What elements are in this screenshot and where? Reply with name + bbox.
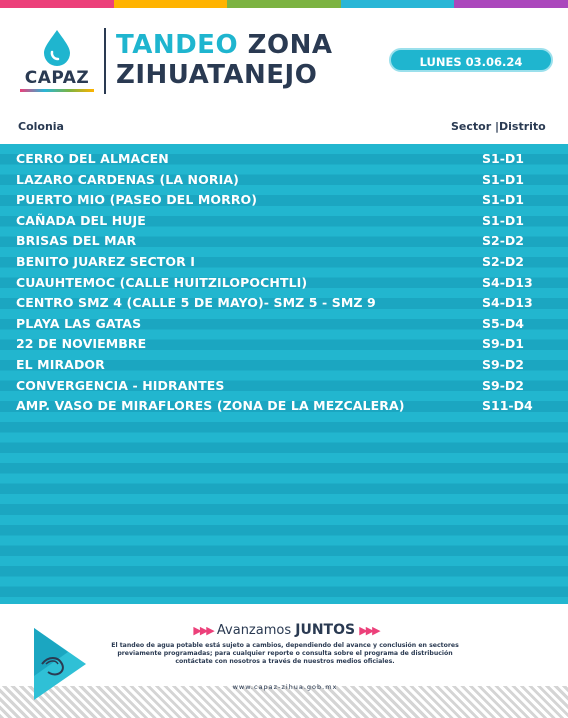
capaz-emblem-icon: [28, 618, 92, 710]
row-colonia: CENTRO SMZ 4 (CALLE 5 DE MAYO)- SMZ 5 - SMZ 9: [16, 295, 376, 311]
row-sector: S1-D1: [482, 212, 524, 228]
table-row: [0, 231, 568, 252]
title-tandeo: TANDEO: [116, 30, 239, 60]
row-sector: S2-D2: [482, 233, 524, 249]
color-bar-pink: [0, 0, 114, 8]
row-colonia: CERRO DEL ALMACEN: [16, 151, 169, 166]
row-sector: S2-D2: [482, 254, 524, 269]
row-sector: S9-D2: [482, 377, 524, 393]
row-colonia: CAÑADA DEL HUJE: [16, 212, 146, 228]
color-bar-yellow: [114, 0, 228, 8]
column-header-colonia: Colonia: [18, 120, 64, 133]
logo-color-line: [20, 89, 94, 92]
slogan-bold: JUNTOS: [295, 622, 356, 638]
row-colonia: CUAUHTEMOC (CALLE HUITZILOPOCHTLI): [16, 274, 308, 290]
row-sector: S1-D1: [482, 192, 524, 208]
row-sector: S5-D4: [482, 315, 524, 331]
title-zona: ZONA: [247, 30, 333, 60]
row-colonia: CONVERGENCIA - HIDRANTES: [16, 377, 225, 393]
row-colonia: 22 DE NOVIEMBRE: [16, 336, 147, 352]
table-row: [0, 273, 568, 294]
row-colonia: BENITO JUAREZ SECTOR I: [16, 254, 196, 269]
table-row: [0, 376, 568, 397]
row-sector: S9-D1: [482, 336, 524, 352]
water-drop-icon: [38, 28, 76, 66]
table-row: [0, 314, 568, 335]
page-title-line1: [116, 30, 332, 60]
slogan: [186, 622, 386, 638]
disclaimer-text: El tandeo de agua potable está sujeto a cambios, dependiendo del avance y conclusión en sectores previamente programadas; para cualquier reporte o consulta sobre el programa de distribución contáctate con nosotros a través de nuestros medios oficiales.: [111, 642, 459, 666]
color-bar-cyan: [341, 0, 455, 8]
table-row: [0, 293, 568, 314]
row-colonia: AMP. VASO DE MIRAFLORES (ZONA DE LA MEZCALERA): [16, 398, 405, 414]
capaz-logo: [16, 26, 98, 98]
arrows-left-icon: ▶▶▶: [193, 624, 213, 637]
row-colonia: BRISAS DEL MAR: [16, 233, 137, 249]
page-title-line2: ZIHUATANEJO: [116, 60, 318, 90]
slogan-light: Avanzamos: [216, 623, 292, 638]
row-colonia: PUERTO MIO (PASEO DEL MORRO): [16, 192, 258, 208]
table-row: [0, 170, 568, 191]
website-url[interactable]: www.capaz-zihua.gob.mx: [232, 683, 338, 691]
row-colonia: EL MIRADOR: [16, 357, 105, 372]
table-row: [0, 334, 568, 355]
table-row: [0, 190, 568, 211]
table-row: [0, 355, 568, 376]
row-sector: S1-D1: [482, 151, 524, 166]
table-row: [0, 211, 568, 232]
schedule-table: [0, 144, 568, 604]
color-bar-purple: [454, 0, 568, 8]
table-row: [0, 149, 568, 170]
date-badge: LUNES 03.06.24: [389, 48, 553, 72]
row-sector: S11-D4: [482, 398, 533, 414]
row-sector: S1-D1: [482, 171, 524, 187]
row-colonia: LAZARO CARDENAS (LA NORIA): [16, 171, 239, 187]
row-sector: S4-D13: [482, 274, 533, 290]
color-bar-green: [227, 0, 341, 8]
table-row: [0, 396, 568, 417]
row-colonia: PLAYA LAS GATAS: [16, 315, 142, 331]
logo-text: CAPAZ: [24, 68, 90, 88]
column-header-sector: Sector |Distrito: [451, 120, 546, 133]
table-row: [0, 252, 568, 273]
header-divider: [104, 28, 106, 94]
arrows-right-icon: ▶▶▶: [359, 624, 379, 637]
row-sector: S4-D13: [482, 295, 533, 311]
row-sector: S9-D2: [482, 357, 524, 372]
top-color-bar: [0, 0, 568, 8]
footer: [0, 604, 568, 718]
